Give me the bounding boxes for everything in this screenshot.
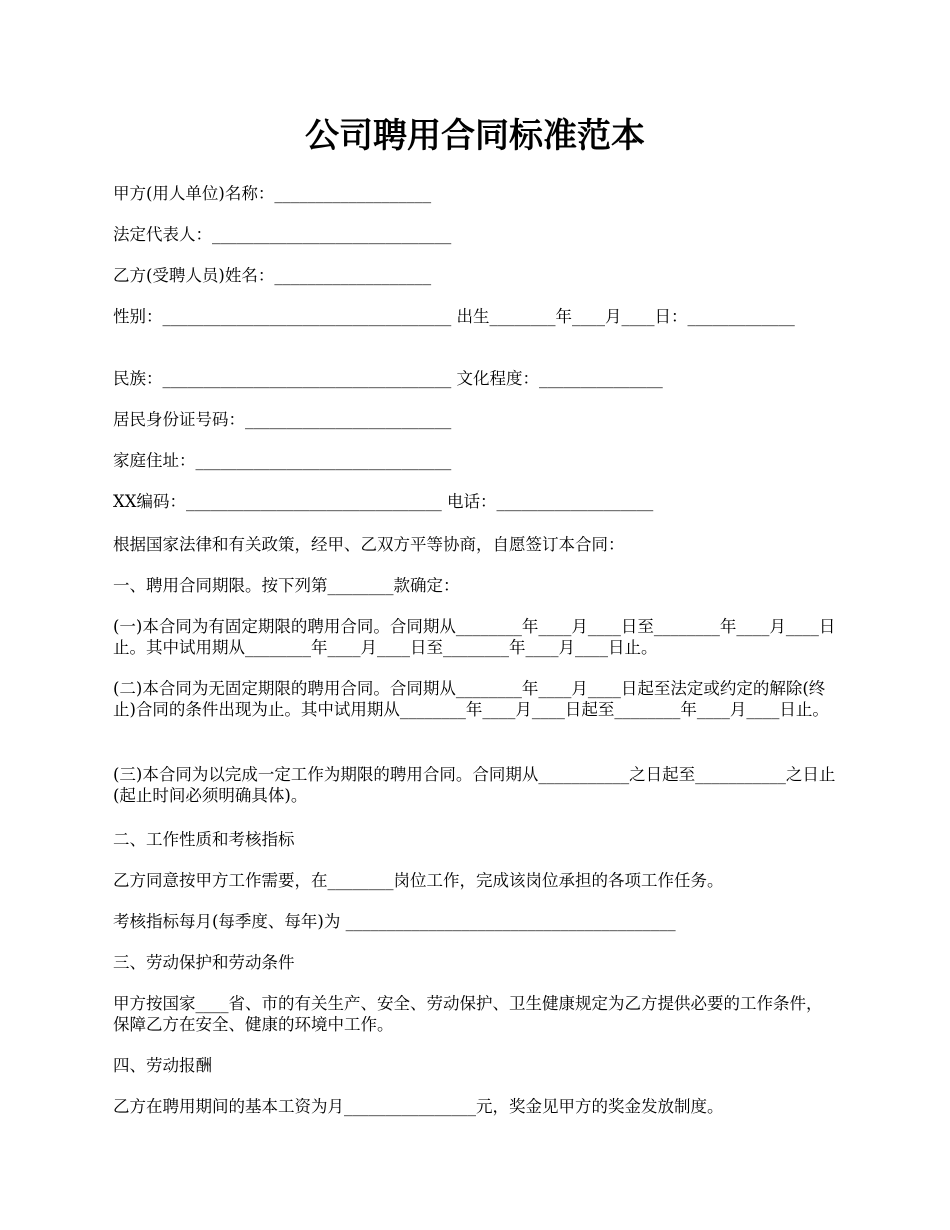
home-address-field: 家庭住址：_______________________________ bbox=[113, 451, 452, 470]
section-4-heading: 四、劳动报酬 bbox=[113, 1056, 212, 1075]
salary-paragraph: 乙方在聘用期间的基本工资为月________________元，奖金见甲方的奖金发放制度。 bbox=[113, 1097, 724, 1116]
section-3-heading: 三、劳动保护和劳动条件 bbox=[113, 953, 295, 972]
assessment-indicator-paragraph: 考核指标每月(每季度、每年)为 ________________________________________ bbox=[113, 912, 676, 931]
legal-representative-field: 法定代表人：_____________________________ bbox=[113, 225, 452, 244]
clause-3-task-term: (三)本合同为以完成一定工作为期限的聘用合同。合同期从___________之日起至___________之日止(起止时间必须明确具体)。 bbox=[113, 765, 836, 805]
clause-1-fixed-term: (一)本合同为有固定期限的聘用合同。合同期从________年____月____日至________年____月____日止。其中试用期从________年____月____日至________年____月____日止。 bbox=[113, 617, 836, 657]
section-2-heading: 二、工作性质和考核指标 bbox=[113, 830, 295, 849]
document-title: 公司聘用合同标准范本 bbox=[305, 116, 645, 156]
party-b-name-field: 乙方(受聘人员)姓名：___________________ bbox=[113, 266, 432, 285]
preamble-paragraph: 根据国家法律和有关政策，经甲、乙双方平等协商，自愿签订本合同： bbox=[113, 535, 625, 554]
id-number-field: 居民身份证号码：_________________________ bbox=[113, 410, 452, 429]
ethnicity-education-field: 民族：___________________________________ 文化程度：_______________ bbox=[113, 369, 663, 388]
gender-birth-field: 性别：___________________________________ 出生________年____月____日：_____________ bbox=[113, 307, 795, 326]
party-a-name-field: 甲方(用人单位)名称：___________________ bbox=[113, 184, 432, 203]
work-position-paragraph: 乙方同意按甲方工作需要，在________岗位工作，完成该岗位承担的各项工作任务。 bbox=[113, 871, 724, 890]
postcode-phone-field: XX编码：_______________________________ 电话：___________________ bbox=[113, 492, 654, 511]
section-1-heading: 一、聘用合同期限。按下列第________款确定： bbox=[113, 576, 460, 595]
clause-2-open-term: (二)本合同为无固定期限的聘用合同。合同期从________年____月____日起至法定或约定的解除(终止)合同的条件出现为止。其中试用期从________年____月____日起至________年____月____日止。 bbox=[113, 679, 829, 719]
labor-protection-paragraph: 甲方按国家____省、市的有关生产、安全、劳动保护、卫生健康规定为乙方提供必要的工作条件，保障乙方在安全、健康的环境中工作。 bbox=[113, 994, 823, 1034]
